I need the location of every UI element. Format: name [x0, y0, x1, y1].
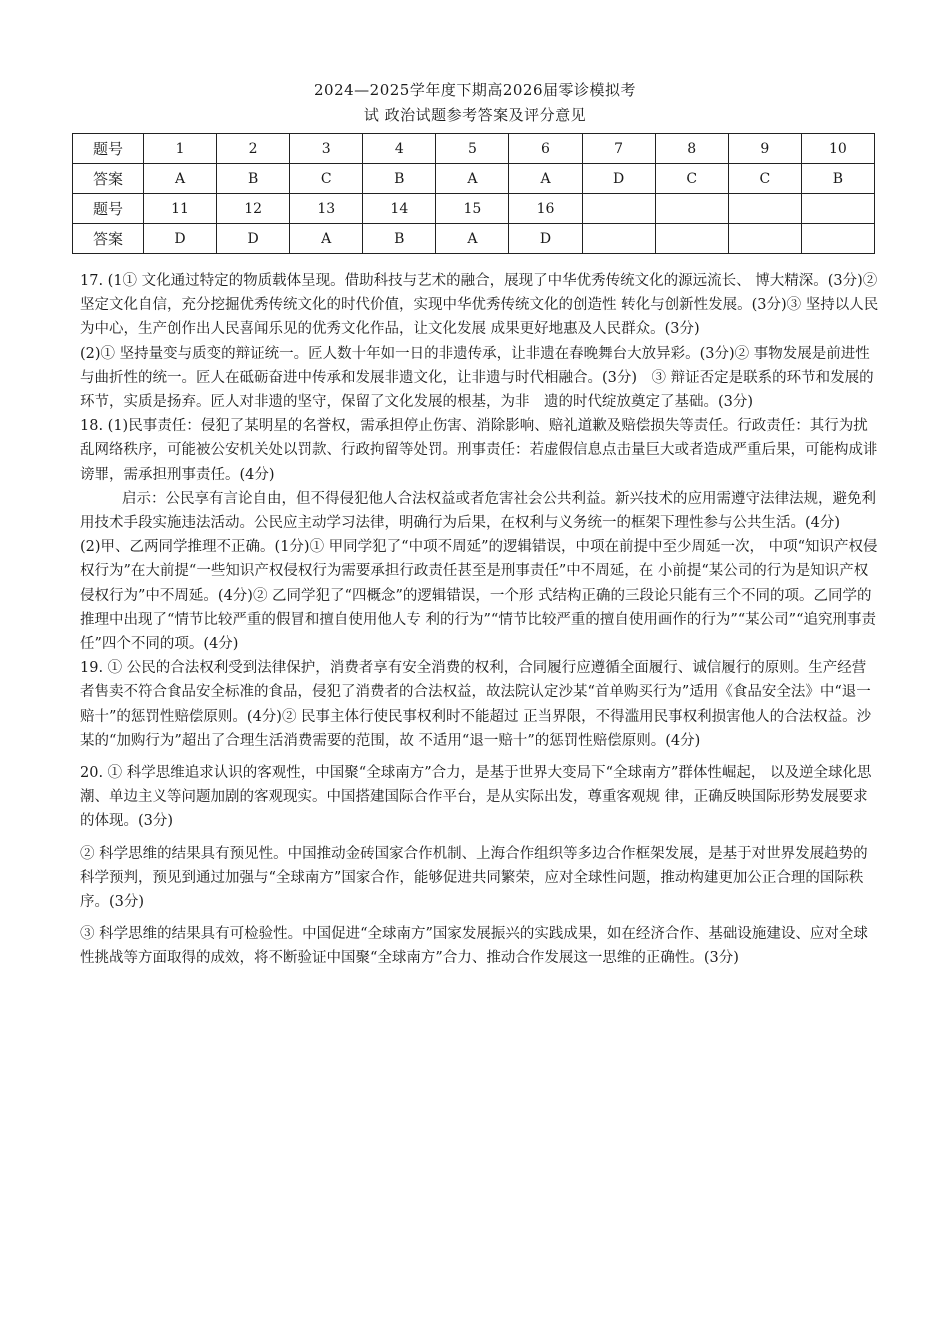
table-cell: C — [728, 164, 801, 194]
q18-part1: 18. (1)民事责任：侵犯了某明星的名誉权，需承担停止伤害、消除影响、赔礼道歉及赔偿损失等责任。行政责任：其行为扰乱网络秩序，可能被公安机关处以罚款、行政拘留等处罚。刑事责任：若虚假信息点击量巨大或者造成严重后果，可能构成诽谤罪，需承担刑事责任。(4分) — [80, 418, 878, 483]
table-row — [73, 224, 875, 254]
table-cell: 10 — [801, 134, 874, 164]
table-cell: 11 — [144, 194, 217, 224]
answer-body — [80, 269, 880, 971]
table-cell: D — [509, 224, 582, 254]
table-cell — [728, 194, 801, 224]
table-cell: B — [363, 164, 436, 194]
table-cell: C — [290, 164, 363, 194]
table-cell: 5 — [436, 134, 509, 164]
table-cell — [655, 224, 728, 254]
table-cell — [728, 224, 801, 254]
table-cell — [655, 194, 728, 224]
q17-part2: (2)① 坚持量变与质变的辩证统一。匠人数十年如一日的非遗传承，让非遗在春晚舞台大放异彩。(3分)② 事物发展是前进性与曲折性的统一。匠人在砥砺奋进中传承和发展非遗文化，让非遗与时代相融合。(3分) ③ 辩证否定是联系的环节和发展的环节，实质是扬弃。匠人对非遗的坚守，保留了文化发展的根基，为非 遗的时代绽放奠定了基础。(3分) — [80, 345, 874, 411]
table-cell: 3 — [290, 134, 363, 164]
q20-point2: ② 科学思维的结果具有预见性。中国推动金砖国家合作机制、上海合作组织等多边合作框架发展，是基于对世界发展趋势的科学预判，预见到通过加强与“全球南方”国家合作，能够促进共同繁荣，应对全球性问题，推动构建更加公正合理的国际秩序。(3分) — [80, 845, 868, 911]
table-cell — [801, 194, 874, 224]
table-cell: D — [144, 224, 217, 254]
table-row — [73, 134, 875, 164]
table-cell: 15 — [436, 194, 509, 224]
table-row — [73, 194, 875, 224]
table-cell: A — [509, 164, 582, 194]
q19-answer: 19. ① 公民的合法权利受到法律保护，消费者享有安全消费的权利，合同履行应遵循全面履行、诚信履行的原则。生产经营者售卖不符合食品安全标准的食品，侵犯了消费者的合法权益，故法院认定沙某“首单购买行为”适用《食品安全法》中“退一赔十”的惩罚性赔偿原则。(4分)② 民事主体行使民事权利时不能超过 正当界限，不得滥用民事权利损害他人的合法权益。沙某的“加购行为”超出了合理生活消费需要的范围，故 不适用“退一赔十”的惩罚性赔偿原则。(4分) — [80, 660, 872, 749]
row-header: 题号 — [73, 194, 144, 224]
table-cell: C — [655, 164, 728, 194]
spacer — [80, 834, 880, 842]
table-cell — [582, 224, 655, 254]
table-cell: 6 — [509, 134, 582, 164]
q18-part2: (2)甲、乙两同学推理不正确。(1分)① 甲同学犯了“中项不周延”的逻辑错误，中项在前提中至少周延一次， 中项“知识产权侵权行为”在大前提“一些知识产权侵权行为需要承担行政责任甚至是刑事责任”中不周延，在 小前提“某公司的行为是知识产权侵权行为”中不周延。(4分)② 乙同学犯了“四概念”的逻辑错误，一个形 式结构正确的三段论只能有三个不同的项。乙同学的推理中出现了“情节比较严重的假冒和擅自使用他人专 利的行为”“情节比较严重的擅自使用画作的行为”“某公司”“追究刑事责任”四个不同的项。(4分) — [80, 539, 878, 653]
table-cell: 9 — [728, 134, 801, 164]
table-cell: 1 — [144, 134, 217, 164]
table-cell: A — [436, 224, 509, 254]
table-cell — [801, 224, 874, 254]
row-header: 答案 — [73, 224, 144, 254]
table-cell: 12 — [217, 194, 290, 224]
table-cell: D — [217, 224, 290, 254]
table-cell: B — [363, 224, 436, 254]
table-cell: 16 — [509, 194, 582, 224]
table-cell: 2 — [217, 134, 290, 164]
q20-point3: ③ 科学思维的结果具有可检验性。中国促进“全球南方”国家发展振兴的实践成果，如在经济合作、基础设施建设、应对全球性挑战等方面取得的成效，将不断验证中国聚“全球南方”合力、推动合作发展这一思维的正确性。(3分) — [80, 926, 868, 967]
q17-part1: 17. (1① 文化通过特定的物质载体呈现。借助科技与艺术的融合，展现了中华优秀传统文化的源远流长、 博大精深。(3分)② 坚定文化自信，充分挖掘优秀传统文化的时代价值，实现中华优秀传统文化的创造性 转化与创新性发展。(3分)③ 坚持以人民为中心，生产创作出人民喜闻乐见的优秀文化作品，让文化发展 成果更好地惠及人民群众。(3分) — [80, 273, 879, 338]
table-cell: 14 — [363, 194, 436, 224]
table-cell: A — [436, 164, 509, 194]
page-title: 2024—2025学年度下期高2026届零诊模拟考 — [313, 81, 637, 99]
row-header: 题号 — [73, 134, 144, 164]
q18-insight: 启示：公民享有言论自由，但不得侵犯他人合法权益或者危害社会公共利益。新兴技术的应用需遵守法律法规，避免利用技术手段实施违法活动。公民应主动学习法律，明确行为后果，在权利与义务统一的框架下理性参与公共生活。(4分) — [80, 490, 876, 532]
table-cell: 4 — [363, 134, 436, 164]
table-cell: A — [290, 224, 363, 254]
row-header: 答案 — [73, 164, 144, 194]
table-cell: B — [217, 164, 290, 194]
spacer — [80, 914, 880, 922]
table-row — [73, 164, 875, 194]
table-cell: D — [582, 164, 655, 194]
table-cell: 7 — [582, 134, 655, 164]
spacer — [80, 753, 880, 761]
table-cell: 13 — [290, 194, 363, 224]
table-cell: 8 — [655, 134, 728, 164]
answer-table — [72, 133, 875, 254]
table-cell: B — [801, 164, 874, 194]
table-cell: A — [144, 164, 217, 194]
table-cell — [582, 194, 655, 224]
page-subtitle: 试 政治试题参考答案及评分意见 — [363, 106, 587, 124]
q20-point1: 20. ① 科学思维追求认识的客观性，中国聚“全球南方”合力，是基于世界大变局下“全球南方”群体性崛起， 以及逆全球化思潮、单边主义等问题加剧的客观现实。中国搭建国际合作平台，是从实际出发，尊重客观规 律，正确反映国际形势发展要求的体现。(3分) — [80, 765, 872, 830]
